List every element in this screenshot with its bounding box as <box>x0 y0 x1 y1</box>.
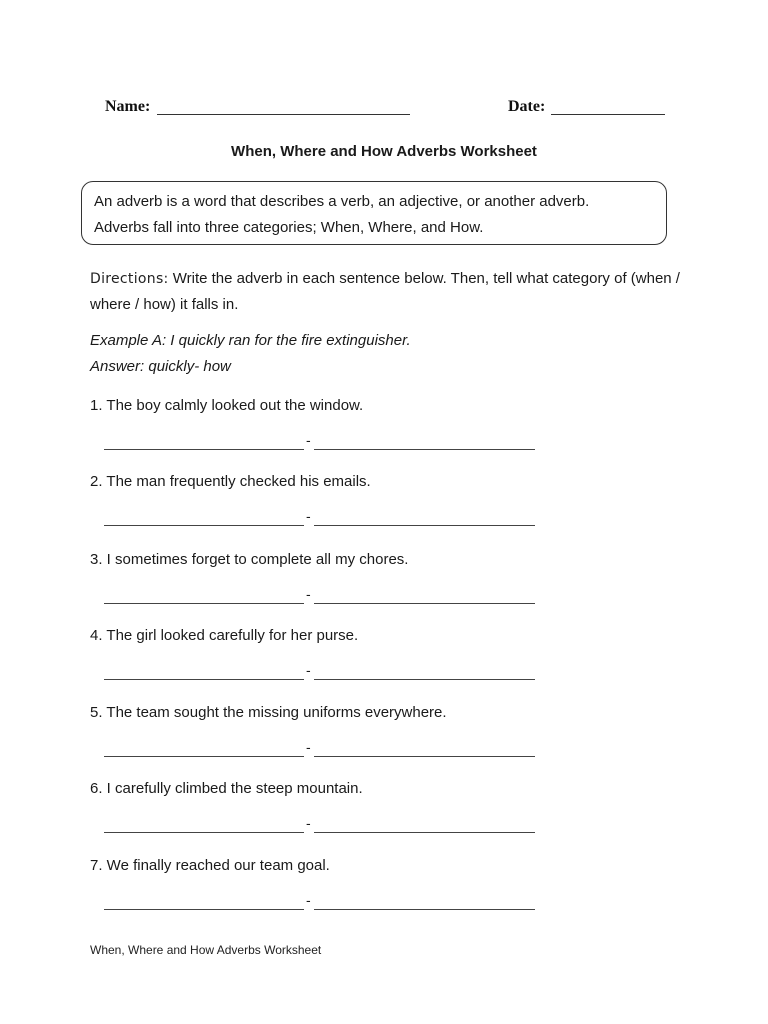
name-field[interactable] <box>157 100 410 115</box>
adverb-blank[interactable] <box>104 512 304 526</box>
definition-line-1: An adverb is a word that describes a verb, an adjective, or another adverb. <box>94 193 590 210</box>
date-label: Date: <box>508 98 546 115</box>
example-answer: Answer: quickly- how <box>90 358 231 375</box>
adverb-blank[interactable] <box>104 666 304 680</box>
category-blank[interactable] <box>314 743 535 757</box>
adverb-blank[interactable] <box>104 436 304 450</box>
question-4: 4. The girl looked carefully for her purse. <box>90 627 359 644</box>
category-blank[interactable] <box>314 896 535 910</box>
question-1: 1. The boy calmly looked out the window. <box>90 397 364 414</box>
adverb-blank[interactable] <box>104 896 304 910</box>
page-footer: When, Where and How Adverbs Worksheet <box>90 943 322 957</box>
answer-separator: - <box>306 586 311 602</box>
answer-separator: - <box>306 432 311 448</box>
category-blank[interactable] <box>314 590 535 604</box>
directions-text: Write the adverb in each sentence below. Then, tell what category of (when / where / how) it falls in. <box>90 270 680 313</box>
question-7: 7. We finally reached our team goal. <box>90 857 330 874</box>
example-sentence: Example A: I quickly ran for the fire extinguisher. <box>90 332 411 349</box>
directions-label: Directions: <box>90 271 169 287</box>
worksheet-title: When, Where and How Adverbs Worksheet <box>231 143 537 160</box>
adverb-blank[interactable] <box>104 590 304 604</box>
adverb-blank[interactable] <box>104 743 304 757</box>
category-blank[interactable] <box>314 819 535 833</box>
answer-separator: - <box>306 662 311 678</box>
question-3: 3. I sometimes forget to complete all my chores. <box>90 551 409 568</box>
question-2: 2. The man frequently checked his emails. <box>90 473 371 490</box>
answer-separator: - <box>306 815 311 831</box>
definition-line-2: Adverbs fall into three categories; When, Where, and How. <box>94 219 484 236</box>
answer-separator: - <box>306 508 311 524</box>
date-field[interactable] <box>551 100 665 115</box>
directions <box>90 266 690 318</box>
definition-box <box>81 181 667 245</box>
name-label: Name: <box>105 98 151 115</box>
category-blank[interactable] <box>314 512 535 526</box>
answer-separator: - <box>306 739 311 755</box>
category-blank[interactable] <box>314 436 535 450</box>
answer-separator: - <box>306 892 311 908</box>
question-6: 6. I carefully climbed the steep mountain. <box>90 780 363 797</box>
question-5: 5. The team sought the missing uniforms everywhere. <box>90 704 447 721</box>
category-blank[interactable] <box>314 666 535 680</box>
adverb-blank[interactable] <box>104 819 304 833</box>
